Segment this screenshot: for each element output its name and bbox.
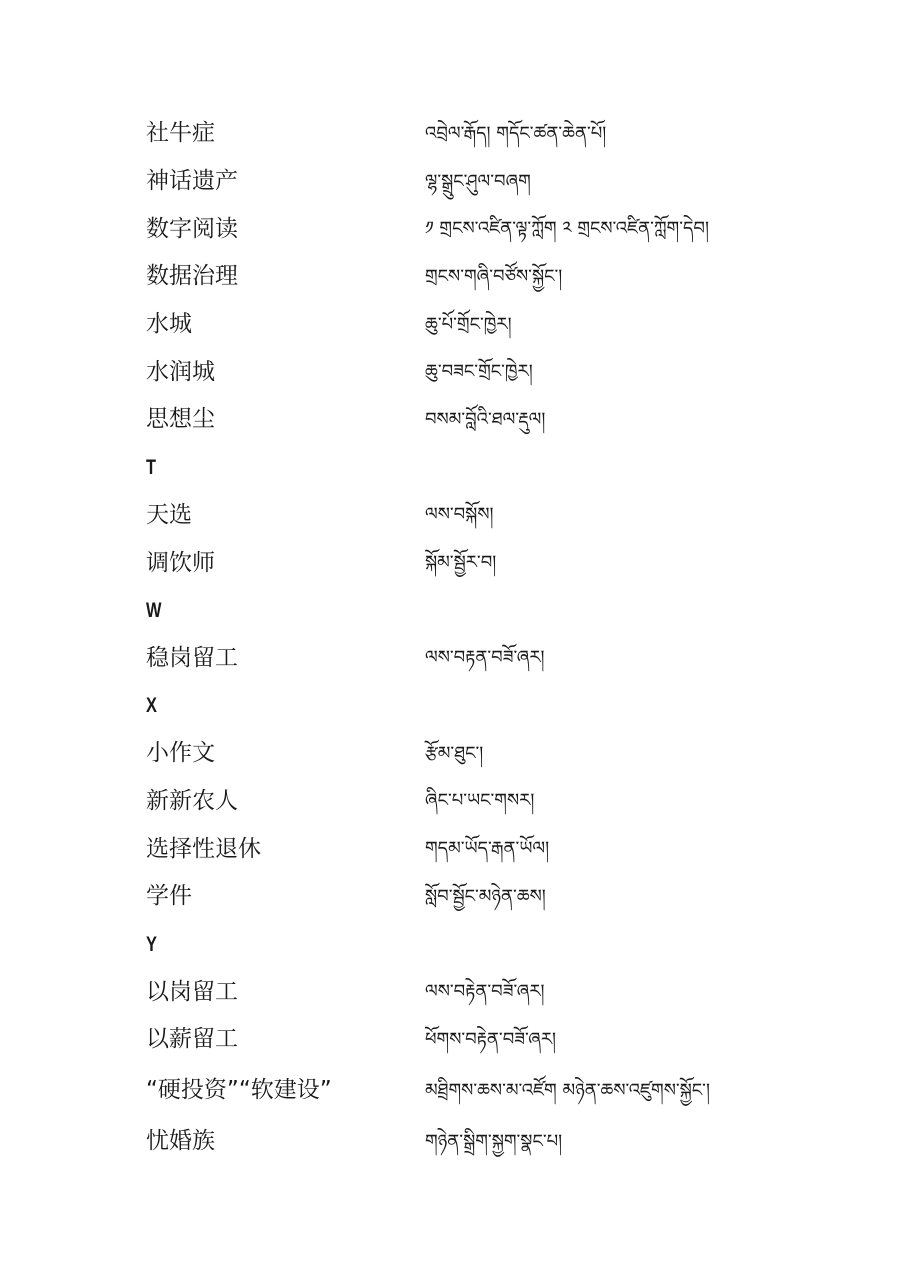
tibetan-translation: གྲངས་གཞི་བཙོས་སྐྱོང་། <box>425 265 563 287</box>
tibetan-translation: ལས་བརྟན་བཟོ་ཞར། <box>425 647 545 669</box>
tibetan-translation: གདམ་ཡོད་རྒན་ཡོལ། <box>425 838 550 860</box>
chinese-term: 小作文 <box>146 740 215 767</box>
section-letter-heading: Y <box>146 932 157 956</box>
chinese-term: 调饮师 <box>146 549 215 576</box>
chinese-term: 数据治理 <box>146 263 238 290</box>
tibetan-translation: ཞིང་པ་ཡང་གསར། <box>425 790 535 812</box>
glossary-entry <box>146 1016 866 1064</box>
glossary-entry <box>146 778 866 826</box>
glossary-entry <box>146 873 866 921</box>
chinese-term: 水城 <box>146 311 192 338</box>
tibetan-translation: རྩོམ་ཐུང་། <box>425 742 484 764</box>
tibetan-translation: ཆུ་བཟང་གྲོང་ཁྱེར། <box>425 361 533 383</box>
glossary-section <box>146 682 866 920</box>
glossary-entry <box>146 968 866 1016</box>
chinese-term: 忧婚族 <box>146 1128 215 1155</box>
glossary-section <box>146 110 866 444</box>
chinese-term: “硬投资”“软建设” <box>146 1077 332 1104</box>
chinese-term: 神话遗产 <box>146 168 238 195</box>
tibetan-translation: འབྲེལ་རྒོད། གདོང་ཚན་ཆེན་པོ། <box>425 122 607 144</box>
chinese-term: 以岗留工 <box>146 978 238 1005</box>
chinese-term: 数字阅读 <box>146 215 238 242</box>
glossary-entry <box>146 158 866 206</box>
tibetan-translation: གཉེན་སྒྲིག་སྐྱག་སྣང་པ། <box>425 1130 563 1152</box>
tibetan-translation: སྐོམ་སྦྱོར་བ། <box>425 552 497 574</box>
glossary-entry <box>146 253 866 301</box>
glossary-entry <box>146 396 866 444</box>
glossary-section <box>146 921 866 1166</box>
section-letter-heading: X <box>146 694 157 718</box>
chinese-term: 新新农人 <box>146 787 238 814</box>
chinese-term: 选择性退休 <box>146 835 261 862</box>
glossary-list <box>146 110 866 1165</box>
section-letter-heading: W <box>146 598 162 622</box>
glossary-entry <box>146 730 866 778</box>
glossary-entry <box>146 301 866 349</box>
glossary-entry <box>146 825 866 873</box>
tibetan-translation: སློབ་སྦྱོང་མཉེན་ཆས། <box>425 885 546 907</box>
glossary-entry <box>146 348 866 396</box>
tibetan-translation: ༡ གྲངས་འཛིན་ལྟ་ཀློག ༢ གྲངས་འཛིན་ཀློག་དེབ། <box>425 218 709 240</box>
tibetan-translation: བསམ་བློའི་ཐལ་རྡུལ། <box>425 408 546 430</box>
chinese-term: 学件 <box>146 883 192 910</box>
tibetan-translation: ཆུ་པོ་གྲོང་ཁྱེར། <box>425 313 512 335</box>
tibetan-translation: ལྷ་སྒྲུང་ཤུལ་བཞག <box>425 170 531 192</box>
glossary-section <box>146 587 866 682</box>
glossary-entry <box>146 492 866 540</box>
tibetan-translation: ལས་བསྐོས། <box>425 504 494 526</box>
tibetan-translation: མཐྲིགས་ཆས་མ་འཛོག མཉེན་ཆས་འཛུགས་སྐྱོང་། <box>425 1079 710 1101</box>
glossary-section <box>146 444 866 587</box>
tibetan-translation: ལས་བརྟེན་བཟོ་ཞར། <box>425 981 545 1003</box>
chinese-term: 稳岗留工 <box>146 644 238 671</box>
chinese-term: 思想尘 <box>146 406 215 433</box>
glossary-entry <box>146 205 866 253</box>
section-letter-heading: T <box>146 455 157 479</box>
glossary-entry <box>146 1064 866 1118</box>
glossary-entry <box>146 1118 866 1166</box>
chinese-term: 天选 <box>146 501 192 528</box>
glossary-entry <box>146 110 866 158</box>
chinese-term: 社牛症 <box>146 120 215 147</box>
chinese-term: 水润城 <box>146 358 215 385</box>
tibetan-translation: ཕོགས་བརྟེན་བཟོ་ཞར། <box>425 1028 557 1050</box>
glossary-entry <box>146 635 866 683</box>
glossary-entry <box>146 539 866 587</box>
chinese-term: 以薪留工 <box>146 1026 238 1053</box>
